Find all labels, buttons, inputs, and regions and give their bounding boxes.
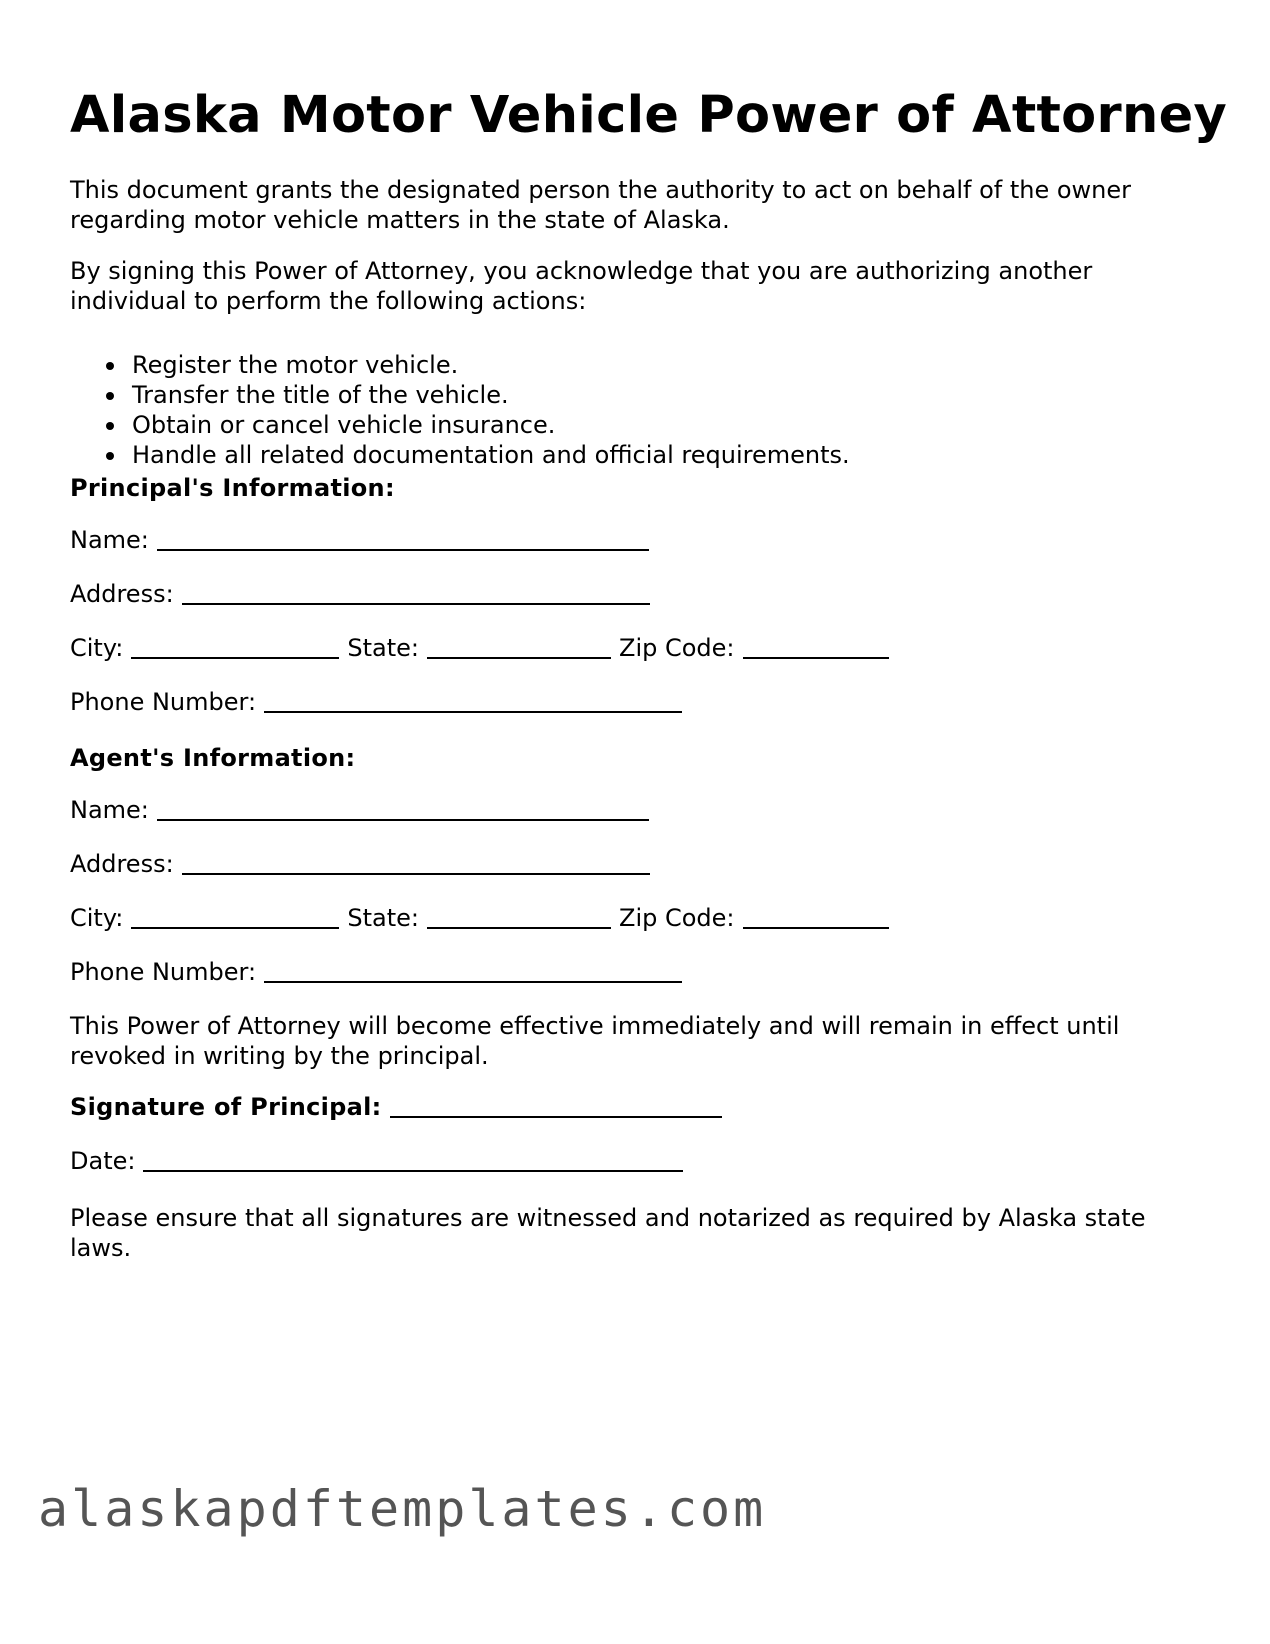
principal-state-field[interactable] [427,633,611,659]
agent-location-row [70,903,889,933]
agent-phone-label: Phone Number: [70,958,257,986]
principal-name-label: Name: [70,526,149,554]
agent-name-field[interactable] [157,795,649,821]
actions-list [70,350,850,470]
agent-name-row [70,795,649,825]
watermark: alaskapdftemplates.com [38,1480,767,1538]
document-title: Alaska Motor Vehicle Power of Attorney [70,86,1228,145]
agent-city-label: City: [70,904,124,932]
principal-heading: Principal's Information: [70,474,395,502]
principal-name-field[interactable] [157,525,649,551]
principal-location-row [70,633,889,663]
list-item: Obtain or cancel vehicle insurance. [70,410,850,440]
agent-phone-row [70,957,682,987]
notary-notice: Please ensure that all signatures are witnessed and notarized as required by Alaska state laws. [70,1204,1146,1262]
agent-address-field[interactable] [182,849,650,875]
agent-heading: Agent's Information: [70,744,356,772]
principal-address-label: Address: [70,580,174,608]
principal-phone-field[interactable] [264,687,682,713]
signature-field[interactable] [390,1092,722,1118]
principal-address-row [70,579,650,609]
agent-state-label: State: [347,904,420,932]
date-field[interactable] [143,1146,683,1172]
principal-phone-row [70,687,682,717]
principal-address-field[interactable] [182,579,650,605]
list-item: Transfer the title of the vehicle. [70,380,850,410]
signature-row [70,1092,722,1122]
signature-label: Signature of Principal: [70,1093,382,1121]
intro-paragraph: This document grants the designated person the authority to act on behalf of the owner regarding motor vehicle matters in the state of Alaska. [70,176,1132,234]
effective-statement: This Power of Attorney will become effective immediately and will remain in effect until revoked in writing by the principal. [70,1012,1120,1070]
principal-zip-field[interactable] [743,633,889,659]
date-row [70,1146,683,1176]
agent-city-field[interactable] [131,903,339,929]
agent-address-row [70,849,650,879]
agent-zip-field[interactable] [743,903,889,929]
agent-zip-label: Zip Code: [619,904,735,932]
agent-address-label: Address: [70,850,174,878]
principal-city-label: City: [70,634,124,662]
acknowledgment-paragraph: By signing this Power of Attorney, you acknowledge that you are authorizing another individual to perform the following actions: [70,257,1093,315]
agent-name-label: Name: [70,796,149,824]
agent-phone-field[interactable] [264,957,682,983]
principal-phone-label: Phone Number: [70,688,257,716]
list-item: Handle all related documentation and official requirements. [70,440,850,470]
principal-state-label: State: [347,634,420,662]
agent-state-field[interactable] [427,903,611,929]
date-label: Date: [70,1147,136,1175]
principal-zip-label: Zip Code: [619,634,735,662]
principal-name-row [70,525,649,555]
principal-city-field[interactable] [131,633,339,659]
list-item: Register the motor vehicle. [70,350,850,380]
